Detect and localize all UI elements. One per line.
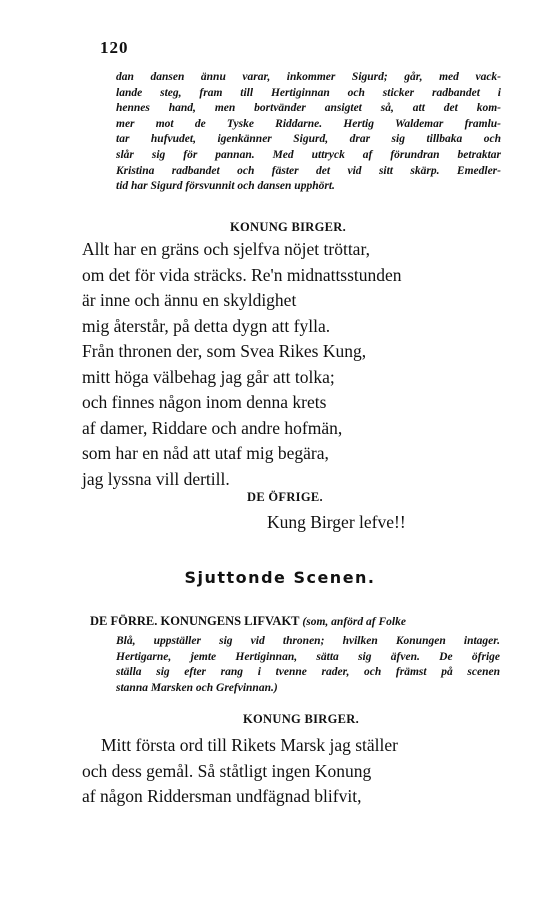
stage-direction-line: tid har Sigurd försvunnit och dansen upphört. bbox=[116, 180, 335, 193]
stage-direction-line: dan dansen ännu varar, inkommer Sigurd; går, med vack- bbox=[116, 71, 501, 83]
cast-list bbox=[90, 614, 500, 629]
verse-line: Kung Birger lefve!! bbox=[267, 512, 406, 532]
verse-line: och dess gemål. Så ståtligt ingen Konung bbox=[82, 760, 372, 781]
stage-direction-line: mer mot de Tyske Riddarne. Hertig Waldemar framlu- bbox=[116, 117, 501, 130]
verse-line: mig återstår, på detta dygn att fylla. bbox=[82, 315, 331, 336]
verse-block bbox=[82, 733, 398, 810]
verse-line: om det för vida sträcks. Re'n midnattsstunden bbox=[82, 264, 402, 285]
verse-line: och finnes någon inom denna krets bbox=[82, 392, 327, 412]
stage-direction-line: stanna Marsken och Grefvinnan.) bbox=[116, 681, 278, 694]
stage-direction-line: Kristina radbandet och fäster det vid sitt skärp. Emedler- bbox=[116, 164, 501, 177]
verse-line: som har en nåd att utaf mig begära, bbox=[82, 443, 329, 463]
stage-direction-line: Hertigarne, jemte Hertiginnan, sätta sig äfven. De öfrige bbox=[116, 650, 500, 663]
stage-direction-line: tar hufvudet, igenkänner Sigurd, drar sig tillbaka och bbox=[116, 133, 501, 146]
scene-title: Sjuttonde Scenen. bbox=[184, 568, 376, 587]
stage-direction-line: Blå, uppställer sig vid thronen; hvilken Konungen intager. bbox=[116, 635, 500, 647]
verse-line: Från thronen der, som Svea Rikes Kung, bbox=[82, 341, 367, 361]
verse-line: Mitt första ord till Rikets Marsk jag ställer bbox=[101, 735, 398, 755]
verse-line: mitt höga välbehag jag går att tolka; bbox=[82, 366, 335, 387]
stage-direction-line: hennes hand, men bortvänder ansigtet så, att det kom- bbox=[116, 102, 501, 115]
verse-line: af damer, Riddare och andre hofmän, bbox=[82, 417, 343, 438]
speaker-name: KONUNG BIRGER. bbox=[230, 220, 347, 234]
speaker-name: DE ÖFRIGE. bbox=[247, 490, 323, 504]
stage-direction-line: slår sig för pannan. Med uttryck af förundran betraktar bbox=[116, 148, 501, 161]
stage-direction-line: ställa sig efter rang i tvenne rader, och främst på scenen bbox=[116, 666, 500, 679]
verse-line: af någon Riddersman undfägnad blifvit, bbox=[82, 786, 362, 806]
stage-direction-text: (som, anförd af Folke bbox=[302, 616, 406, 628]
page-number: 120 bbox=[100, 38, 129, 57]
stage-direction bbox=[116, 634, 500, 696]
verse-block bbox=[82, 237, 402, 492]
verse-line: jag lyssna vill dertill. bbox=[82, 468, 230, 489]
speaker-name: KONUNG BIRGER. bbox=[243, 712, 360, 726]
verse-line: är inne och ännu en skyldighet bbox=[82, 290, 297, 310]
stage-direction-line: lande steg, fram till Hertiginnan och sticker radbandet i bbox=[116, 86, 501, 99]
cast-heading: DE FÖRRE. KONUNGENS LIFVAKT bbox=[90, 614, 300, 628]
verse-line: Allt har en gräns och sjelfva nöjet tröttar, bbox=[82, 239, 370, 259]
stage-direction bbox=[116, 70, 501, 195]
